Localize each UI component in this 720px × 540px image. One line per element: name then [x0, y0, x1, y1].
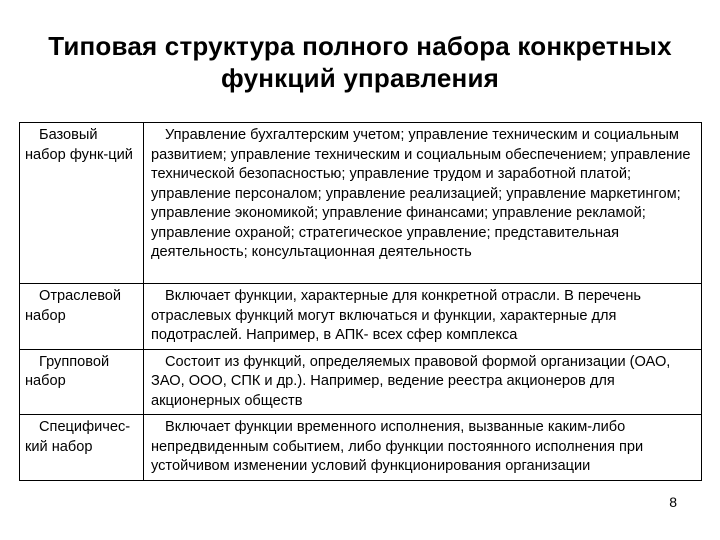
row-label-cell: [20, 284, 144, 350]
row-description-cell: [144, 415, 702, 481]
row-description-cell: [144, 349, 702, 415]
page-number: 8: [669, 494, 677, 510]
row-label-cell: [20, 123, 144, 284]
row-label-branch-set: Отраслевой набор: [25, 288, 122, 324]
row-description-basic-set: Управление бухгалтерским учетом; управление техническим и социальным развитием; управление техническим и социальным обеспечением; управление технической безопасностью; управление трудом и заработной платой; управление персоналом; управление реализацией; управление маркетингом; управление экономикой; управление финансами; управление рекламой; управление охраной; стратегическое управление; представительная деятельность; консультационная деятельность: [151, 127, 691, 260]
row-label-specific-set: Специфичес-кий набор: [25, 419, 131, 455]
row-description-cell: [144, 284, 702, 350]
slide-title: [0, 30, 720, 94]
table-row-basic-set: [20, 123, 702, 284]
row-description-specific-set: Включает функции временного исполнения, вызванные каким-либо непредвиденным событием, либо функции постоянного исполнения при устойчивом изменении условий функционирования организации: [151, 419, 644, 474]
row-label-cell: [20, 415, 144, 481]
row-description-cell: [144, 123, 702, 284]
slide-title-line-1: Типовая структура полного набора конкретных: [48, 31, 672, 61]
row-label-group-set: Групповой набор: [25, 353, 110, 389]
table-row-group-set: [20, 349, 702, 415]
functions-structure-table: [19, 122, 702, 481]
row-label-cell: [20, 349, 144, 415]
row-description-group-set: Состоит из функций, определяемых правовой формой организации (ОАО, ЗАО, ООО, СПК и др.). Например, ведение реестра акционеров для акционерных обществ: [151, 353, 671, 409]
row-label-basic-set: Базовый набор функ-ций: [25, 127, 133, 163]
table-row-specific-set: [20, 415, 702, 481]
table-row-branch-set: [20, 284, 702, 350]
slide-title-line-2: функций управления: [221, 63, 499, 93]
row-description-branch-set: Включает функции, характерные для конкретной отрасли. В перечень отраслевых функций могут включаться и функции, характерные для подотраслей. Например, в АПК- всех сфер комплекса: [151, 288, 642, 343]
